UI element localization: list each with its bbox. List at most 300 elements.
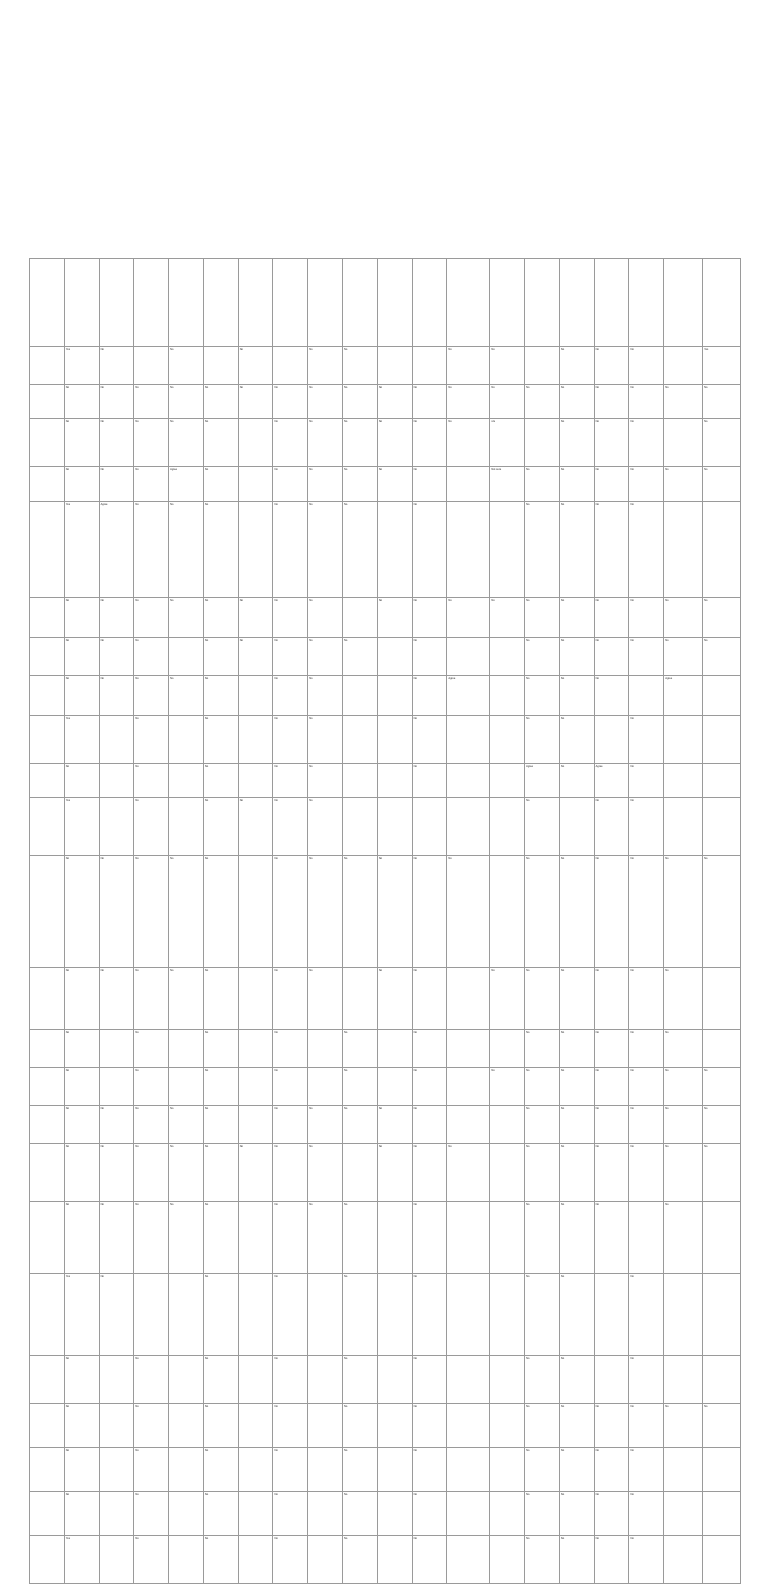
- response-cell: [238, 1448, 273, 1492]
- response-cell: No: [703, 638, 741, 676]
- response-cell: [447, 764, 490, 798]
- response-cell: No: [273, 856, 308, 968]
- response-cell: [343, 676, 378, 716]
- response-cell: Agree: [594, 764, 629, 798]
- response-cell: [490, 676, 525, 716]
- response-cell: No: [134, 1202, 169, 1274]
- response-cell: [525, 347, 560, 385]
- response-cell: No: [308, 716, 343, 764]
- response-cell: No: [169, 598, 204, 638]
- response-cell: [238, 676, 273, 716]
- response-cell: No: [559, 764, 594, 798]
- response-cell: No: [134, 419, 169, 467]
- respondent-name: [30, 1356, 65, 1404]
- response-cell: No: [594, 798, 629, 856]
- response-cell: No: [664, 1202, 703, 1274]
- response-cell: No: [525, 1536, 560, 1584]
- response-cell: No: [238, 1144, 273, 1202]
- column-header: [308, 259, 343, 347]
- response-cell: No: [629, 716, 664, 764]
- response-cell: No: [412, 1404, 447, 1448]
- response-cell: No: [273, 502, 308, 598]
- response-cell: No: [525, 1274, 560, 1356]
- response-cell: [377, 676, 412, 716]
- response-cell: No: [412, 676, 447, 716]
- column-header: [99, 259, 134, 347]
- response-cell: No: [169, 856, 204, 968]
- response-cell: No: [134, 798, 169, 856]
- response-cell: [308, 1274, 343, 1356]
- response-cell: No: [343, 502, 378, 598]
- response-cell: No: [203, 764, 238, 798]
- response-cell: [169, 1404, 204, 1448]
- response-cell: No: [99, 676, 134, 716]
- respondent-name: [30, 419, 65, 467]
- response-cell: [238, 1030, 273, 1068]
- response-cell: [377, 638, 412, 676]
- response-cell: No: [64, 638, 99, 676]
- response-cell: No: [412, 1448, 447, 1492]
- response-cell: No: [412, 1144, 447, 1202]
- response-cell: No: [594, 419, 629, 467]
- respondent-name: [30, 1202, 65, 1274]
- column-header: [629, 259, 664, 347]
- response-cell: No: [343, 1448, 378, 1492]
- response-cell: No: [343, 385, 378, 419]
- response-cell: No: [64, 598, 99, 638]
- response-cell: No: [134, 385, 169, 419]
- column-header: [238, 259, 273, 347]
- respondent-name: [30, 856, 65, 968]
- response-cell: No: [64, 1404, 99, 1448]
- response-cell: No: [64, 1448, 99, 1492]
- column-header: [412, 259, 447, 347]
- response-cell: No: [525, 1492, 560, 1536]
- response-cell: No: [594, 856, 629, 968]
- response-cell: No: [447, 385, 490, 419]
- response-cell: No: [203, 798, 238, 856]
- response-cell: [703, 502, 741, 598]
- table-row: [30, 798, 741, 856]
- response-cell: No: [412, 716, 447, 764]
- respondent-name: [30, 764, 65, 798]
- column-header: [490, 259, 525, 347]
- response-cell: No: [343, 1030, 378, 1068]
- response-cell: Agree: [525, 764, 560, 798]
- response-cell: No: [559, 1106, 594, 1144]
- response-cell: No: [343, 1068, 378, 1106]
- response-cell: [377, 1030, 412, 1068]
- response-cell: No: [134, 716, 169, 764]
- response-cell: No: [594, 502, 629, 598]
- response-cell: No: [525, 1448, 560, 1492]
- response-cell: Agree: [169, 467, 204, 502]
- response-cell: [238, 968, 273, 1030]
- response-cell: [377, 798, 412, 856]
- table-row: [30, 1068, 741, 1106]
- response-cell: No: [703, 467, 741, 502]
- response-cell: No: [99, 1274, 134, 1356]
- response-cell: No: [64, 968, 99, 1030]
- response-cell: Yes: [64, 347, 99, 385]
- response-cell: No: [594, 638, 629, 676]
- response-cell: No: [377, 1106, 412, 1144]
- respondent-name: [30, 1404, 65, 1448]
- response-cell: No: [134, 1448, 169, 1492]
- table-row: [30, 764, 741, 798]
- response-cell: [169, 716, 204, 764]
- response-cell: [490, 502, 525, 598]
- response-cell: No: [203, 968, 238, 1030]
- response-cell: [664, 347, 703, 385]
- response-cell: No: [525, 968, 560, 1030]
- response-cell: No: [64, 1356, 99, 1404]
- response-cell: No: [238, 385, 273, 419]
- response-cell: [99, 1492, 134, 1536]
- response-cell: No: [559, 1492, 594, 1536]
- response-cell: Agree: [664, 676, 703, 716]
- response-cell: No: [308, 638, 343, 676]
- response-cell: [559, 798, 594, 856]
- response-cell: No: [664, 467, 703, 502]
- response-cell: [703, 1356, 741, 1404]
- response-cell: No: [377, 1144, 412, 1202]
- response-cell: No: [664, 968, 703, 1030]
- response-cell: [664, 1448, 703, 1492]
- response-cell: No: [629, 419, 664, 467]
- response-cell: No: [273, 467, 308, 502]
- consultation-response-table: [29, 258, 741, 1584]
- response-cell: No: [377, 968, 412, 1030]
- response-cell: No: [559, 968, 594, 1030]
- response-cell: No: [203, 1144, 238, 1202]
- respondent-name: [30, 798, 65, 856]
- respondent-name: [30, 1106, 65, 1144]
- response-cell: No: [559, 1202, 594, 1274]
- response-cell: No: [629, 1356, 664, 1404]
- response-cell: [703, 676, 741, 716]
- response-cell: No: [629, 638, 664, 676]
- response-cell: No: [412, 856, 447, 968]
- respondent-name: [30, 598, 65, 638]
- respondent-name: [30, 1536, 65, 1584]
- response-cell: No: [559, 856, 594, 968]
- response-cell: No: [203, 1106, 238, 1144]
- response-cell: No: [629, 968, 664, 1030]
- respondent-name: [30, 502, 65, 598]
- response-cell: No: [169, 385, 204, 419]
- response-cell: No: [703, 856, 741, 968]
- response-cell: No: [308, 1106, 343, 1144]
- response-cell: [169, 1030, 204, 1068]
- response-cell: [99, 1404, 134, 1448]
- response-cell: No: [64, 1202, 99, 1274]
- response-cell: No: [525, 598, 560, 638]
- table-body: [30, 347, 741, 1584]
- response-cell: No: [664, 1106, 703, 1144]
- response-cell: No: [134, 1068, 169, 1106]
- column-header: [273, 259, 308, 347]
- respondent-name: [30, 385, 65, 419]
- response-cell: [377, 502, 412, 598]
- response-cell: No: [64, 856, 99, 968]
- response-cell: [412, 347, 447, 385]
- response-cell: No: [169, 502, 204, 598]
- response-cell: No: [99, 1144, 134, 1202]
- response-cell: Agree: [99, 502, 134, 598]
- response-cell: No: [273, 798, 308, 856]
- response-cell: [664, 1492, 703, 1536]
- response-cell: [169, 1448, 204, 1492]
- column-header: [64, 259, 99, 347]
- response-cell: [169, 764, 204, 798]
- response-cell: No: [664, 856, 703, 968]
- response-cell: No: [629, 1068, 664, 1106]
- response-cell: No: [308, 347, 343, 385]
- response-cell: No: [273, 676, 308, 716]
- response-cell: [343, 764, 378, 798]
- response-cell: No: [203, 1536, 238, 1584]
- response-cell: No: [703, 1068, 741, 1106]
- response-cell: No: [447, 419, 490, 467]
- response-cell: No: [664, 598, 703, 638]
- response-cell: [99, 716, 134, 764]
- response-cell: No: [559, 347, 594, 385]
- response-cell: [377, 764, 412, 798]
- response-cell: No: [134, 1536, 169, 1584]
- response-cell: [169, 1356, 204, 1404]
- response-cell: No: [273, 1106, 308, 1144]
- response-cell: [412, 798, 447, 856]
- response-cell: No: [629, 798, 664, 856]
- response-cell: Yes: [64, 1536, 99, 1584]
- response-cell: No: [525, 676, 560, 716]
- response-cell: [377, 1536, 412, 1584]
- response-cell: No: [343, 1536, 378, 1584]
- table-row: [30, 856, 741, 968]
- table-row: [30, 1448, 741, 1492]
- column-header: [525, 259, 560, 347]
- column-header: [30, 259, 65, 347]
- response-cell: No: [273, 638, 308, 676]
- response-cell: No: [203, 1202, 238, 1274]
- response-cell: No: [525, 716, 560, 764]
- table-row: [30, 1404, 741, 1448]
- table-row: [30, 1030, 741, 1068]
- response-cell: [169, 798, 204, 856]
- response-cell: No: [64, 467, 99, 502]
- response-cell: No: [594, 598, 629, 638]
- response-cell: No: [594, 1536, 629, 1584]
- response-cell: [447, 716, 490, 764]
- response-cell: [99, 1068, 134, 1106]
- response-cell: [447, 467, 490, 502]
- table-row: [30, 968, 741, 1030]
- response-cell: [169, 1492, 204, 1536]
- response-cell: No: [64, 385, 99, 419]
- response-cell: No: [99, 347, 134, 385]
- response-cell: No: [629, 1448, 664, 1492]
- response-cell: No: [594, 1030, 629, 1068]
- response-cell: No: [447, 347, 490, 385]
- response-cell: [490, 638, 525, 676]
- response-cell: [525, 419, 560, 467]
- response-cell: [343, 798, 378, 856]
- response-cell: [664, 1274, 703, 1356]
- response-cell: No: [134, 1356, 169, 1404]
- response-cell: No: [343, 1356, 378, 1404]
- response-cell: No: [273, 1068, 308, 1106]
- response-cell: [490, 1274, 525, 1356]
- response-cell: No: [490, 347, 525, 385]
- response-cell: No: [525, 1144, 560, 1202]
- response-cell: No: [525, 1356, 560, 1404]
- response-cell: No: [273, 1202, 308, 1274]
- response-cell: No: [169, 1106, 204, 1144]
- response-cell: No: [203, 676, 238, 716]
- column-header: [703, 259, 741, 347]
- table-row: [30, 419, 741, 467]
- response-cell: No: [629, 1404, 664, 1448]
- response-cell: No: [629, 1144, 664, 1202]
- column-header: [169, 259, 204, 347]
- response-cell: No: [134, 598, 169, 638]
- response-cell: No: [594, 1106, 629, 1144]
- respondent-name: [30, 467, 65, 502]
- response-cell: No: [134, 502, 169, 598]
- response-cell: No: [525, 502, 560, 598]
- response-cell: [629, 676, 664, 716]
- response-cell: No: [559, 502, 594, 598]
- response-cell: No: [343, 1404, 378, 1448]
- response-cell: No: [525, 1068, 560, 1106]
- response-cell: No: [343, 856, 378, 968]
- response-cell: No: [99, 385, 134, 419]
- response-cell: No: [559, 385, 594, 419]
- response-cell: [447, 968, 490, 1030]
- response-cell: No: [629, 467, 664, 502]
- respondent-name: [30, 676, 65, 716]
- response-cell: No: [594, 467, 629, 502]
- response-cell: No: [525, 798, 560, 856]
- response-cell: [238, 1274, 273, 1356]
- response-cell: [308, 1030, 343, 1068]
- response-cell: [447, 1356, 490, 1404]
- response-cell: [703, 716, 741, 764]
- response-cell: No: [664, 1068, 703, 1106]
- response-cell: No: [308, 798, 343, 856]
- response-cell: [343, 1144, 378, 1202]
- column-header: [203, 259, 238, 347]
- response-cell: No: [447, 1144, 490, 1202]
- response-cell: [99, 798, 134, 856]
- response-cell: [703, 1202, 741, 1274]
- response-cell: No: [412, 968, 447, 1030]
- response-cell: [703, 764, 741, 798]
- response-cell: No: [412, 638, 447, 676]
- response-cell: No: [559, 638, 594, 676]
- response-cell: [343, 968, 378, 1030]
- response-cell: No: [99, 1202, 134, 1274]
- response-cell: No: [64, 1068, 99, 1106]
- table-row: [30, 598, 741, 638]
- response-cell: No: [203, 385, 238, 419]
- response-cell: No: [273, 1492, 308, 1536]
- response-cell: No: [412, 1202, 447, 1274]
- respondent-name: [30, 1068, 65, 1106]
- table-row: [30, 385, 741, 419]
- response-cell: No: [99, 1106, 134, 1144]
- response-cell: No: [594, 1492, 629, 1536]
- response-cell: No: [490, 968, 525, 1030]
- response-cell: [377, 347, 412, 385]
- response-cell: [238, 764, 273, 798]
- table-row: [30, 467, 741, 502]
- response-cell: [664, 716, 703, 764]
- response-cell: [447, 638, 490, 676]
- response-cell: No: [525, 1202, 560, 1274]
- response-cell: n/a: [490, 419, 525, 467]
- response-cell: No: [99, 467, 134, 502]
- response-cell: No: [559, 1068, 594, 1106]
- response-cell: No: [64, 676, 99, 716]
- response-cell: No: [664, 638, 703, 676]
- response-cell: No: [559, 1404, 594, 1448]
- response-cell: No: [238, 347, 273, 385]
- response-cell: No: [629, 502, 664, 598]
- response-cell: No: [64, 1144, 99, 1202]
- respondent-name: [30, 716, 65, 764]
- response-cell: No: [99, 856, 134, 968]
- response-cell: No: [412, 467, 447, 502]
- response-cell: No: [629, 1274, 664, 1356]
- response-cell: No: [629, 385, 664, 419]
- response-cell: No: [308, 385, 343, 419]
- response-cell: [169, 1274, 204, 1356]
- response-cell: No: [203, 598, 238, 638]
- response-cell: [447, 1274, 490, 1356]
- table-row: [30, 502, 741, 598]
- response-cell: No: [273, 1536, 308, 1584]
- response-cell: No: [203, 467, 238, 502]
- response-cell: No: [308, 598, 343, 638]
- response-cell: No: [377, 419, 412, 467]
- response-cell: No: [308, 419, 343, 467]
- response-cell: [594, 1274, 629, 1356]
- response-cell: No: [134, 1492, 169, 1536]
- table-row: [30, 676, 741, 716]
- response-cell: Not sure: [490, 467, 525, 502]
- table-row: [30, 1536, 741, 1584]
- response-cell: [664, 502, 703, 598]
- response-cell: [703, 968, 741, 1030]
- response-cell: [490, 1106, 525, 1144]
- response-cell: [703, 798, 741, 856]
- response-cell: Agree: [447, 676, 490, 716]
- response-cell: [238, 502, 273, 598]
- response-cell: No: [559, 419, 594, 467]
- response-cell: No: [273, 598, 308, 638]
- response-cell: No: [703, 385, 741, 419]
- response-cell: No: [134, 1106, 169, 1144]
- response-cell: No: [273, 764, 308, 798]
- response-cell: No: [525, 385, 560, 419]
- response-cell: No: [308, 676, 343, 716]
- response-cell: [490, 798, 525, 856]
- response-cell: [490, 1492, 525, 1536]
- response-cell: [664, 798, 703, 856]
- table-row: [30, 638, 741, 676]
